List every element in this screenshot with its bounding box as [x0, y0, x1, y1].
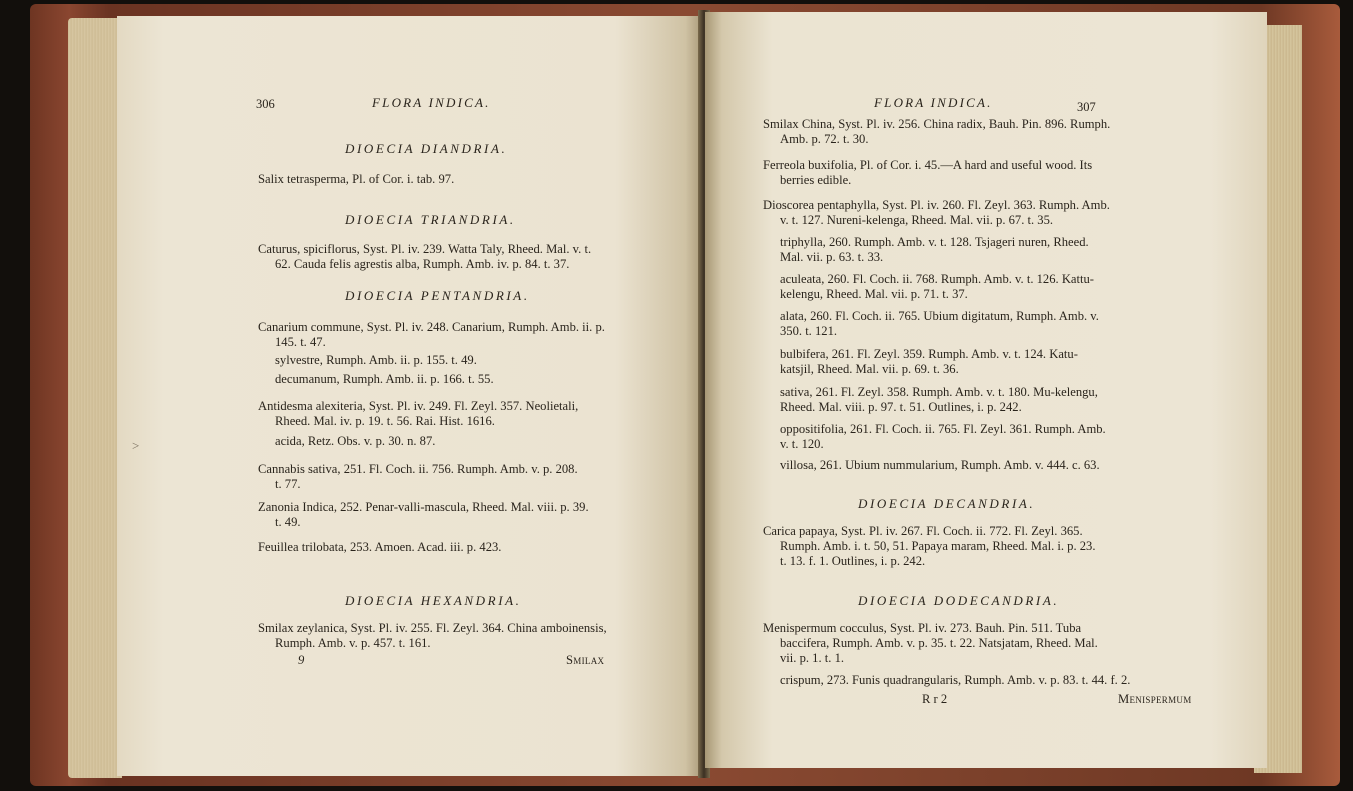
- entry-line: berries edible.: [780, 173, 852, 187]
- entry-line: oppositifolia, 261. Fl. Coch. ii. 765. Fl. Zeyl. 361. Rumph. Amb.: [780, 422, 1106, 436]
- section-heading: DIOECIA DECANDRIA.: [858, 496, 1036, 511]
- entry-line: v. t. 127. Nureni-kelenga, Rheed. Mal. vii. p. 67. t. 35.: [780, 213, 1054, 227]
- entry-line: acida, Retz. Obs. v. p. 30. n. 87.: [275, 434, 436, 448]
- entry-line: Rheed. Mal. iv. p. 19. t. 56. Rai. Hist. 1616.: [275, 414, 495, 428]
- entry-line: Smilax China, Syst. Pl. iv. 256. China radix, Bauh. Pin. 896. Rumph.: [763, 117, 1111, 131]
- entry-line: sativa, 261. Fl. Zeyl. 358. Rumph. Amb. v. t. 180. Mu-kelengu,: [780, 385, 1098, 399]
- section-heading: DIOECIA TRIANDRIA.: [345, 212, 516, 227]
- entry-line: alata, 260. Fl. Coch. ii. 765. Ubium digitatum, Rumph. Amb. v.: [780, 309, 1099, 323]
- entry-line: 350. t. 121.: [780, 324, 838, 338]
- entry-line: villosa, 261. Ubium nummularium, Rumph. Amb. v. 444. c. 63.: [780, 458, 1100, 472]
- entry-line: Feuillea trilobata, 253. Amoen. Acad. iii. p. 423.: [258, 540, 502, 554]
- entry-line: baccifera, Rumph. Amb. v. p. 35. t. 22. Natsjatam, Rheed. Mal.: [780, 636, 1098, 650]
- entry-line: crispum, 273. Funis quadrangularis, Rumph. Amb. v. p. 83. t. 44. f. 2.: [780, 673, 1131, 687]
- left-running-head: FLORA INDICA.: [372, 95, 491, 110]
- entry-line: Rheed. Mal. viii. p. 97. t. 51. Outlines, i. p. 242.: [780, 400, 1022, 414]
- entry-line: Rumph. Amb. v. p. 457. t. 161.: [275, 636, 431, 650]
- entry-line: v. t. 120.: [780, 437, 824, 451]
- entry-line: Canarium commune, Syst. Pl. iv. 248. Canarium, Rumph. Amb. ii. p.: [258, 320, 605, 334]
- entry-line: Caturus, spiciflorus, Syst. Pl. iv. 239. Watta Taly, Rheed. Mal. v. t.: [258, 242, 592, 256]
- entry-line: Mal. vii. p. 63. t. 33.: [780, 250, 884, 264]
- right-page-number: 307: [1077, 100, 1096, 114]
- entry-line: Menispermum cocculus, Syst. Pl. iv. 273. Bauh. Pin. 511. Tuba: [763, 621, 1082, 635]
- entry-line: Smilax zeylanica, Syst. Pl. iv. 255. Fl. Zeyl. 364. China amboinensis,: [258, 621, 607, 635]
- entry-line: katsjil, Rheed. Mal. vii. p. 69. t. 36.: [780, 362, 959, 376]
- entry-line: vii. p. 1. t. 1.: [780, 651, 845, 665]
- section-heading: DIOECIA PENTANDRIA.: [345, 288, 530, 303]
- catchword: Smilax: [566, 653, 605, 667]
- entry-line: t. 49.: [275, 515, 301, 529]
- entry-line: Carica papaya, Syst. Pl. iv. 267. Fl. Coch. ii. 772. Fl. Zeyl. 365.: [763, 524, 1083, 538]
- entry-line: aculeata, 260. Fl. Coch. ii. 768. Rumph. Amb. v. t. 126. Kattu-: [780, 272, 1094, 286]
- margin-mark: >: [132, 438, 140, 453]
- entry-line: kelengu, Rheed. Mal. vii. p. 71. t. 37.: [780, 287, 968, 301]
- printer-signature: 9: [298, 653, 305, 667]
- entry-line: sylvestre, Rumph. Amb. ii. p. 155. t. 49.: [275, 353, 477, 367]
- entry-line: t. 77.: [275, 477, 301, 491]
- printer-signature: R r 2: [922, 692, 948, 706]
- catchword: Menispermum: [1118, 692, 1192, 706]
- section-heading: DIOECIA HEXANDRIA.: [345, 593, 522, 608]
- left-page-number: 306: [256, 97, 275, 111]
- entry-line: Dioscorea pentaphylla, Syst. Pl. iv. 260. Fl. Zeyl. 363. Rumph. Amb.: [763, 198, 1110, 212]
- entry-line: Antidesma alexiteria, Syst. Pl. iv. 249. Fl. Zeyl. 357. Neolietali,: [258, 399, 579, 413]
- entry-line: Salix tetrasperma, Pl. of Cor. i. tab. 97.: [258, 172, 455, 186]
- entry-line: decumanum, Rumph. Amb. ii. p. 166. t. 55.: [275, 372, 494, 386]
- entry-line: t. 13. f. 1. Outlines, i. p. 242.: [780, 554, 926, 568]
- entry-line: Ferreola buxifolia, Pl. of Cor. i. 45.—A hard and useful wood. Its: [763, 158, 1093, 172]
- entry-line: Zanonia Indica, 252. Penar-valli-mascula, Rheed. Mal. viii. p. 39.: [258, 500, 589, 514]
- section-heading: DIOECIA DIANDRIA.: [345, 141, 508, 156]
- entry-line: 62. Cauda felis agrestis alba, Rumph. Amb. iv. p. 84. t. 37.: [275, 257, 570, 271]
- right-running-head: FLORA INDICA.: [874, 95, 993, 110]
- entry-line: triphylla, 260. Rumph. Amb. v. t. 128. Tsjageri nuren, Rheed.: [780, 235, 1089, 249]
- section-heading: DIOECIA DODECANDRIA.: [858, 593, 1060, 608]
- left-page-edges: [68, 18, 122, 778]
- entry-line: 145. t. 47.: [275, 335, 326, 349]
- entry-line: Amb. p. 72. t. 30.: [780, 132, 869, 146]
- left-page: [117, 16, 703, 776]
- entry-line: Cannabis sativa, 251. Fl. Coch. ii. 756. Rumph. Amb. v. p. 208.: [258, 462, 578, 476]
- entry-line: Rumph. Amb. i. t. 50, 51. Papaya maram, Rheed. Mal. i. p. 23.: [780, 539, 1096, 553]
- entry-line: bulbifera, 261. Fl. Zeyl. 359. Rumph. Amb. v. t. 124. Katu-: [780, 347, 1078, 361]
